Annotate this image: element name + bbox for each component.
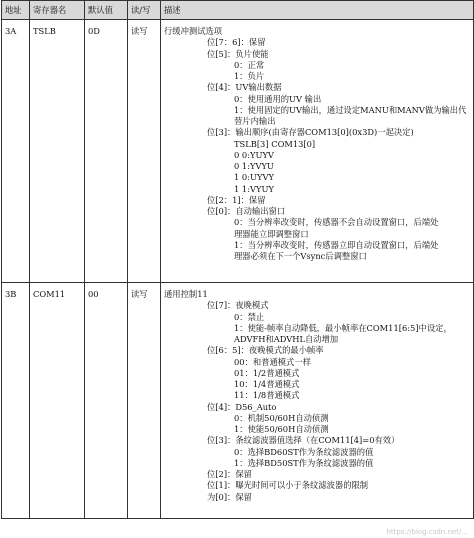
cell-default: 00 <box>85 283 128 519</box>
header-register-name: 寄存器名 <box>30 1 85 20</box>
description-line: 0：当分辨率改变时，传感器不会自动设置窗口，后端处 <box>234 217 439 228</box>
description-line: 位[0]：自动输出窗口 <box>207 206 286 216</box>
description-line: 10：1/4普通模式 <box>234 379 300 389</box>
cell-address: 3B <box>2 283 30 519</box>
header-description: 描述 <box>161 1 474 20</box>
cell-address: 3A <box>2 20 30 283</box>
description-line: 0 0:YUYV <box>234 149 274 160</box>
description-line: 位[4]：D56_Auto <box>207 401 277 412</box>
cell-description <box>161 283 474 519</box>
description-line: 0：使用通用的UV 输出 <box>234 93 322 104</box>
description-line: 位[2]：保留 <box>207 469 252 479</box>
description-line: 行缓冲测试选项 <box>164 26 223 36</box>
description-line: 位[4]：UV输出数据 <box>207 82 282 93</box>
table-row-3b <box>2 283 474 519</box>
cell-register-name: COM11 <box>30 283 85 519</box>
cell-description <box>161 20 474 283</box>
description-line: 1：使能-帧率自动降低，最小帧率在COM11[6:5]中设定， <box>234 322 452 333</box>
table-header-row <box>2 1 474 20</box>
description-line: 位[1]：曝光时间可以小于条纹滤波器的限制 <box>207 480 369 491</box>
cell-rw: 读写 <box>128 20 161 283</box>
watermark: https://blog.csdn.net/... <box>386 528 468 536</box>
description-line: 1：使能50/60H自动侦测 <box>234 424 329 434</box>
description-line: 通用控制11 <box>164 289 208 299</box>
description-line: 0 1:YVYU <box>234 161 274 171</box>
description-line: 位[2：1]：保留 <box>207 194 266 205</box>
description-line: 位[3]：输出顺序(由寄存器COM13[0](0x3D)一起决定) <box>207 127 414 138</box>
description-line: 理器必须在下一个Vsync后调整窗口 <box>234 251 367 261</box>
description-line: 1：当分辨率改变时，传感器立即自动设置窗口，后端处 <box>234 239 439 250</box>
header-rw: 读/写 <box>128 1 161 20</box>
description-line: 位[3]：条纹滤波器值选择（在COM11[4]=0有效） <box>207 435 400 446</box>
description-line: 00：和普通模式一样 <box>234 356 311 367</box>
table-row-3a <box>2 20 474 283</box>
cell-register-name: TSLB <box>30 20 85 283</box>
description-line: 位[7：6]：保留 <box>207 37 266 48</box>
description-line: 位[5]：负片使能 <box>207 48 269 59</box>
cell-default: 0D <box>85 20 128 283</box>
description-line: ADVFH和ADVHL自动增加 <box>234 334 339 344</box>
register-table <box>1 0 474 519</box>
description-line: 1 0:UYVY <box>234 172 274 183</box>
description-line: 01：1/2普通模式 <box>234 367 300 378</box>
description-line: 1：使用固定的UV输出，通过设定MANU和MANV做为输出代 <box>234 104 467 115</box>
header-address: 地址 <box>2 1 30 20</box>
description-line: 0：禁止 <box>234 311 265 322</box>
description-line: 替片内输出 <box>234 116 276 126</box>
description-line: 位[7]：夜晚模式 <box>207 300 269 311</box>
description-line: 11：1/8普通模式 <box>234 390 300 401</box>
description-line: 位[6：5]：夜晚模式的最小帧率 <box>207 345 324 356</box>
description-line: 0：选择BD60ST作为条纹滤波器的值 <box>234 446 374 457</box>
description-line: TSLB[3] COM13[0] <box>234 138 316 149</box>
description-line: 理器能立即调整窗口 <box>234 228 309 239</box>
header-default: 默认值 <box>85 1 128 20</box>
description-line: 1：负片 <box>234 71 265 81</box>
description-line: 1：选择BD50ST作为条纹滤波器的值 <box>234 457 374 468</box>
description-line: 0：机制50/60H自动侦测 <box>234 412 329 423</box>
description-line: 0：正常 <box>234 59 265 70</box>
description-line: 1 1:VYUY <box>234 183 274 194</box>
description-line: 为[0]：保留 <box>207 491 252 502</box>
cell-rw: 读写 <box>128 283 161 519</box>
